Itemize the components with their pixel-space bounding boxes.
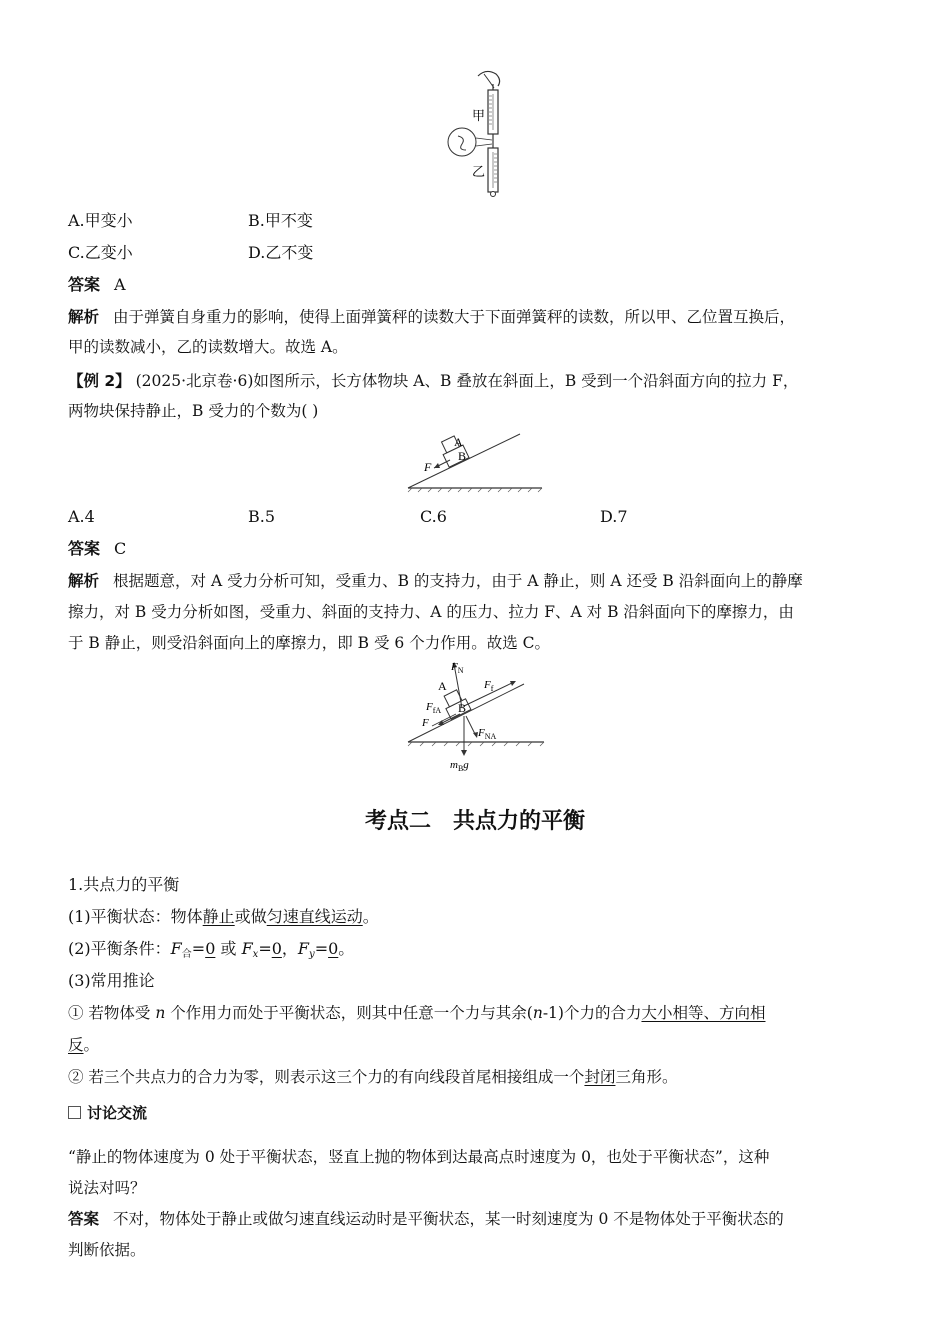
fn-sub: N [457,666,464,675]
blank-static: 静止 [202,907,235,926]
svg-text:Ff [483,679,494,693]
q2-answer [68,538,126,560]
q1-answer [68,274,126,296]
discussion-answer-1 [68,1208,784,1230]
answer-value: C [114,539,127,558]
fig2-b-label: B [458,701,467,715]
ffa-label: F [426,701,433,713]
discussion-header [68,1102,147,1123]
q1-analysis-line-2: 甲的读数减小，乙的读数增大。故选 A。 [68,338,348,356]
q1-analysis-line-1 [68,306,795,328]
q2-option-d: D.7 [600,507,628,526]
q2-analysis-line-2: 擦力，对 B 受力分析如图，受重力、斜面的支持力、A 的压力、拉力 F、A 对 B 沿斜面向下的摩擦力，由 [68,603,794,621]
q2-analysis-line-3: 于 B 静止，则受沿斜面向上的摩擦力，即 B 受 6 个力作用。故选 C。 [68,634,550,652]
f-label: F [422,717,429,729]
incline-blocks-figure [404,430,546,496]
analysis-label: 解析 [68,308,100,326]
ff-sub: f [490,684,494,693]
force-diagram-figure [404,656,550,772]
blank-uniform-motion: 匀速直线运动 [266,907,363,926]
answer-label: 答案 [68,275,101,294]
mbg-g: g [463,759,469,771]
svg-text:mBg [450,759,469,772]
analysis-text: 根据题意，对 A 受力分析可知，受重力、B 的支持力，由于 A 静止，则 A 还受 B 沿斜面向上的静摩 [113,572,803,590]
svg-text:FfA [425,701,441,715]
q2-option-c: C.6 [420,507,447,526]
option-b: B.甲不变 [248,211,313,230]
ffa-sub: fA [432,706,442,715]
mbg-m: m [450,759,458,771]
q2-stem-line-1 [68,370,798,392]
mbg-sub: B [457,764,464,772]
section-title: 考点二 共点力的平衡 [364,809,585,834]
balance-condition: (2)平衡条件：$F_合=0$ 或 $F_x=0$，$F_y=0$。 [68,939,355,960]
q2-option-b: B.5 [248,507,276,526]
stem-text: (2025·北京卷·6)如图所示，长方体物块 A、B 叠放在斜面上，B 受到一个沿斜面方向的拉力 F， [135,372,799,390]
discussion-question-2: 说法对吗？ [68,1179,146,1197]
discussion-title: 讨论交流 [87,1104,148,1122]
inference-2: ② 若三个共点力的合力为零，则表示这三个力的有向线段首尾相接组成一个封闭三角形。 [68,1068,678,1086]
balance-state: (1)平衡状态：物体静止或做匀速直线运动。 [68,907,379,926]
q2-option-a: A.4 [68,507,95,526]
section-h1: 1.共点力的平衡 [68,875,180,894]
inference-1-cont: 反。 [68,1036,100,1054]
fig2-a-label: A [438,679,447,693]
edit-icon [68,1106,81,1119]
option-c: C.乙变小 [68,243,133,262]
spring-scale-figure [440,66,530,198]
answer-label: 答案 [68,1210,100,1228]
answer-label: 答案 [68,539,101,558]
option-a: A.甲变小 [68,211,133,230]
fn-label: F [451,661,458,673]
analysis-text: 由于弹簧自身重力的影响，使得上面弹簧秤的读数大于下面弹簧秤的读数，所以甲、乙位置互换后， [113,308,796,326]
block-b-label: B [458,449,467,463]
answer-text: 不对，物体处于静止或做匀速直线运动时是平衡状态，某一时刻速度为 0 不是物体处于平衡状态的 [113,1210,784,1228]
analysis-label: 解析 [68,572,100,590]
option-d: D.乙不变 [248,243,314,262]
answer-value: A [114,275,126,294]
example-tag: 【例 2】 [68,372,131,390]
label-yi: 乙 [472,164,486,179]
fna-sub: NA [484,732,497,741]
discussion-question-1: “静止的物体速度为 0 处于平衡状态，竖直上抛的物体到达最高点时速度为 0，也处于平衡状态”，这种 [68,1148,770,1166]
ff-label: F [484,679,491,691]
fna-label: F [478,727,485,739]
label-jia: 甲 [472,108,486,123]
svg-text:FN [450,661,464,675]
force-f-label: F [424,460,432,474]
block-a-label: A [454,435,463,449]
q2-stem-line-2: 两物块保持静止，B 受力的个数为( ) [68,402,319,420]
discussion-answer-2: 判断依据。 [68,1241,146,1259]
q2-analysis-line-1 [68,570,803,592]
inference-1: ① 若物体受 n 个作用力而处于平衡状态，则其中任意一个力与其余(n-1)个力的合力大小相等、方向相 [68,1004,766,1022]
svg-text:FNA [477,727,497,741]
common-inference: (3)常用推论 [68,971,155,990]
